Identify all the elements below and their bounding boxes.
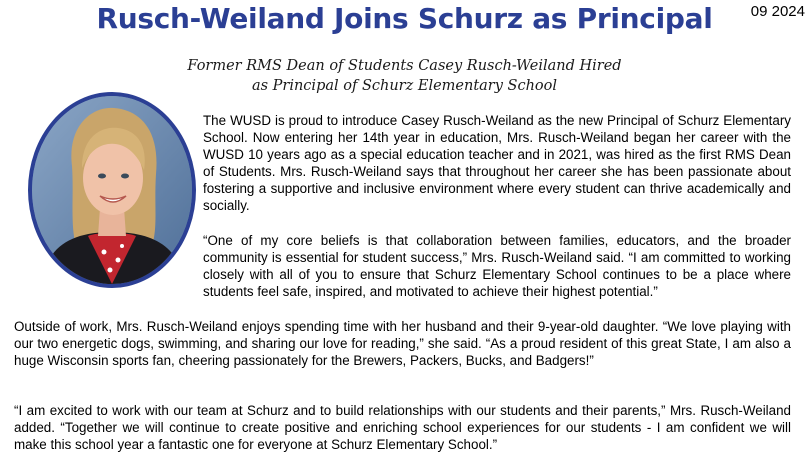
article-paragraph-2: “One of my core beliefs is that collaboration between families, educators, and the broader community is essential for student success,” Mrs. Rusch-Weiland said. “I am committed to working closely with all of you to ensure that Schurz Elementary School continues to be a place where students feel safe, inspired, and motivated to achieve their highest potential.” xyxy=(203,233,791,299)
issue-date: 09 2024 xyxy=(750,3,805,20)
article-subheadline xyxy=(0,56,809,96)
subheadline-line-2: as Principal of Schurz Elementary School xyxy=(251,78,558,94)
portrait-illustration xyxy=(32,96,192,284)
portrait-photo xyxy=(28,92,196,288)
subheadline-line-1: Former RMS Dean of Students Casey Rusch-Weiland Hired xyxy=(187,58,622,74)
article-paragraph-1: The WUSD is proud to introduce Casey Rusch-Weiland as the new Principal of Schurz Elementary School. Now entering her 14th year in education, Mrs. Rusch-Weiland began her career with the WUSD 10 years ago as a special education teacher and in 2021, was hired as the first RMS Dean of Students. Mrs. Rusch-Weiland says that throughout her career she has been passionate about fostering a supportive and inclusive environment where every student can thrive academically and socially. xyxy=(203,113,791,213)
article-paragraph-3: Outside of work, Mrs. Rusch-Weiland enjoys spending time with her husband and their 9-year-old daughter. “We love playing with our two energetic dogs, swimming, and sharing our love for reading,” she said. “As a proud resident of this great State, I am also a huge Wisconsin sports fan, cheering passionately for the Brewers, Packers, Bucks, and Badgers!” xyxy=(14,319,791,368)
article-paragraph-4: “I am excited to work with our team at Schurz and to build relationships with our students and their parents,” Mrs. Rusch-Weiland added. “Together we will continue to create positive and enriching school experiences for our students - I am confident we will make this school year a fantastic one for everyone at Schurz Elementary School.” xyxy=(14,403,791,452)
article-headline: Rusch-Weiland Joins Schurz as Principal xyxy=(96,2,713,35)
